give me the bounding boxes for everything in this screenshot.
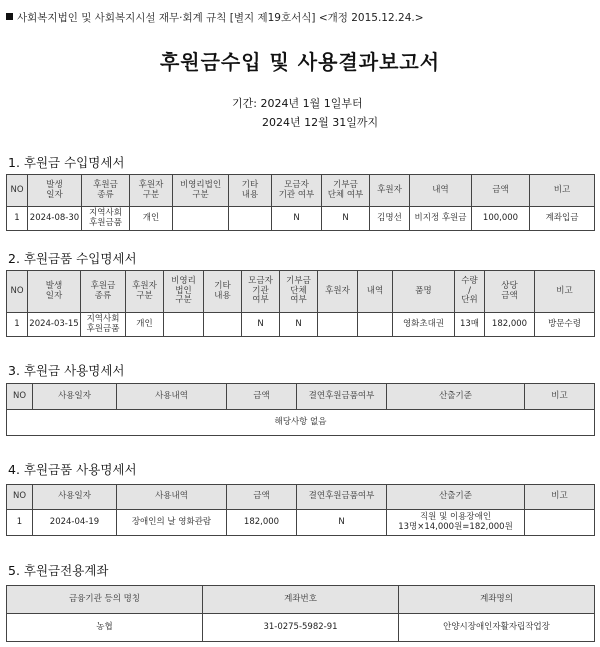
table-cell: 182,000 [485,313,535,337]
column-header: 산출기준 [387,384,525,410]
table-cell: 1 [7,313,28,337]
column-header: 비영리법인 구분 [173,175,229,207]
section-title-donation-income: 1. 후원금 수입명세서 [8,155,125,170]
table-cell: 직원 및 이용장애인 13명×14,000원=182,000원 [387,510,525,536]
column-header: NO [7,271,28,313]
table-row [7,410,595,436]
table-cell: 지역사회 후원금품 [82,207,130,231]
column-header: 내역 [410,175,472,207]
section-title-goods-income: 2. 후원금품 수입명세서 [8,251,137,266]
column-header: 상당 금액 [485,271,535,313]
column-header: 금융기관 등의 명칭 [7,586,203,614]
empty-row-text: 해당사항 없음 [7,410,595,436]
period-from [232,95,363,111]
square-bullet-icon [6,13,13,20]
table-cell: 김명선 [370,207,410,231]
donation-income-table [6,174,595,231]
form-header-note [6,10,424,25]
header-note-text: 사회복지법인 및 사회복지시설 재무·회계 규칙 [별지 제19호서식] <개정 2015.12.24.> [17,12,424,24]
table-cell [525,510,595,536]
column-header: 결연후원금품여부 [297,485,387,510]
table-cell: N [272,207,322,231]
period-label: 기간: [232,97,257,110]
section-title-donation-usage: 3. 후원금 사용명세서 [8,363,125,378]
table-cell: 지역사회 후원금품 [81,313,126,337]
column-header: 금액 [227,485,297,510]
table-cell: N [280,313,318,337]
column-header: 금액 [472,175,530,207]
table-cell [229,207,272,231]
table-cell [358,313,393,337]
donation-usage-table [6,383,595,436]
column-header: 기부금 단체 여부 [322,175,370,207]
table-cell: 31-0275-5982-91 [203,614,399,642]
column-header: 모금자 기관 여부 [242,271,280,313]
column-header: 모금자 기관 여부 [272,175,322,207]
column-header: 비고 [525,485,595,510]
table-cell: 2024-08-30 [28,207,82,231]
column-header: 비영리 법인 구분 [164,271,204,313]
table-header-row [7,175,595,207]
column-header: 발생 일자 [28,175,82,207]
table-cell: 영화초대권 [393,313,455,337]
table-cell: N [322,207,370,231]
table-cell [204,313,242,337]
column-header: 기타 내용 [204,271,242,313]
table-cell: 장애인의 날 영화관람 [117,510,227,536]
column-header: 후원자 [370,175,410,207]
table-cell: 농협 [7,614,203,642]
table-row [7,510,595,536]
column-header: 사용내역 [117,485,227,510]
table-cell: 182,000 [227,510,297,536]
table-cell [164,313,204,337]
column-header: NO [7,175,28,207]
table-row [7,313,595,337]
table-row [7,207,595,231]
period-from-text: 2024년 1월 1일부터 [260,97,363,110]
column-header: 계좌번호 [203,586,399,614]
column-header: 후원자 구분 [130,175,173,207]
column-header: 사용일자 [33,485,117,510]
table-cell: 2024-03-15 [28,313,81,337]
column-header: 후원자 [318,271,358,313]
table-cell: 100,000 [472,207,530,231]
table-cell: 1 [7,510,33,536]
column-header: 내역 [358,271,393,313]
table-cell: 개인 [126,313,164,337]
column-header: 산출기준 [387,485,525,510]
report-title: 후원금수입 및 사용결과보고서 [159,50,441,74]
goods-income-table [6,270,595,337]
table-cell: 계좌입금 [530,207,595,231]
table-cell: 안양시장애인자활자립작업장 [399,614,595,642]
column-header: 비고 [525,384,595,410]
table-cell: 비지정 후원금 [410,207,472,231]
table-header-row [7,384,595,410]
table-cell: 2024-04-19 [33,510,117,536]
column-header: NO [7,485,33,510]
column-header: 기타 내용 [229,175,272,207]
table-header-row [7,586,595,614]
column-header: 비고 [530,175,595,207]
goods-usage-table [6,484,595,536]
column-header: NO [7,384,33,410]
column-header: 결연후원금품여부 [297,384,387,410]
column-header: 사용일자 [33,384,117,410]
table-row [7,614,595,642]
table-cell: 13매 [455,313,485,337]
section-title-goods-usage: 4. 후원금품 사용명세서 [8,462,137,477]
account-table [6,585,595,642]
table-cell: 개인 [130,207,173,231]
table-header-row [7,271,595,313]
column-header: 기부금 단체 여부 [280,271,318,313]
section-title-account: 5. 후원금전용계좌 [8,563,109,578]
period-to: 2024년 12월 31일까지 [262,116,379,129]
column-header: 금액 [227,384,297,410]
table-cell [318,313,358,337]
column-header: 계좌명의 [399,586,595,614]
table-cell: N [242,313,280,337]
table-header-row [7,485,595,510]
table-cell: 방문수령 [535,313,595,337]
column-header: 후원금 종류 [82,175,130,207]
column-header: 후원금 종류 [81,271,126,313]
column-header: 사용내역 [117,384,227,410]
table-cell [173,207,229,231]
column-header: 수량 / 단위 [455,271,485,313]
column-header: 발생 일자 [28,271,81,313]
column-header: 후원자 구분 [126,271,164,313]
table-cell: 1 [7,207,28,231]
table-cell: N [297,510,387,536]
column-header: 품명 [393,271,455,313]
column-header: 비고 [535,271,595,313]
